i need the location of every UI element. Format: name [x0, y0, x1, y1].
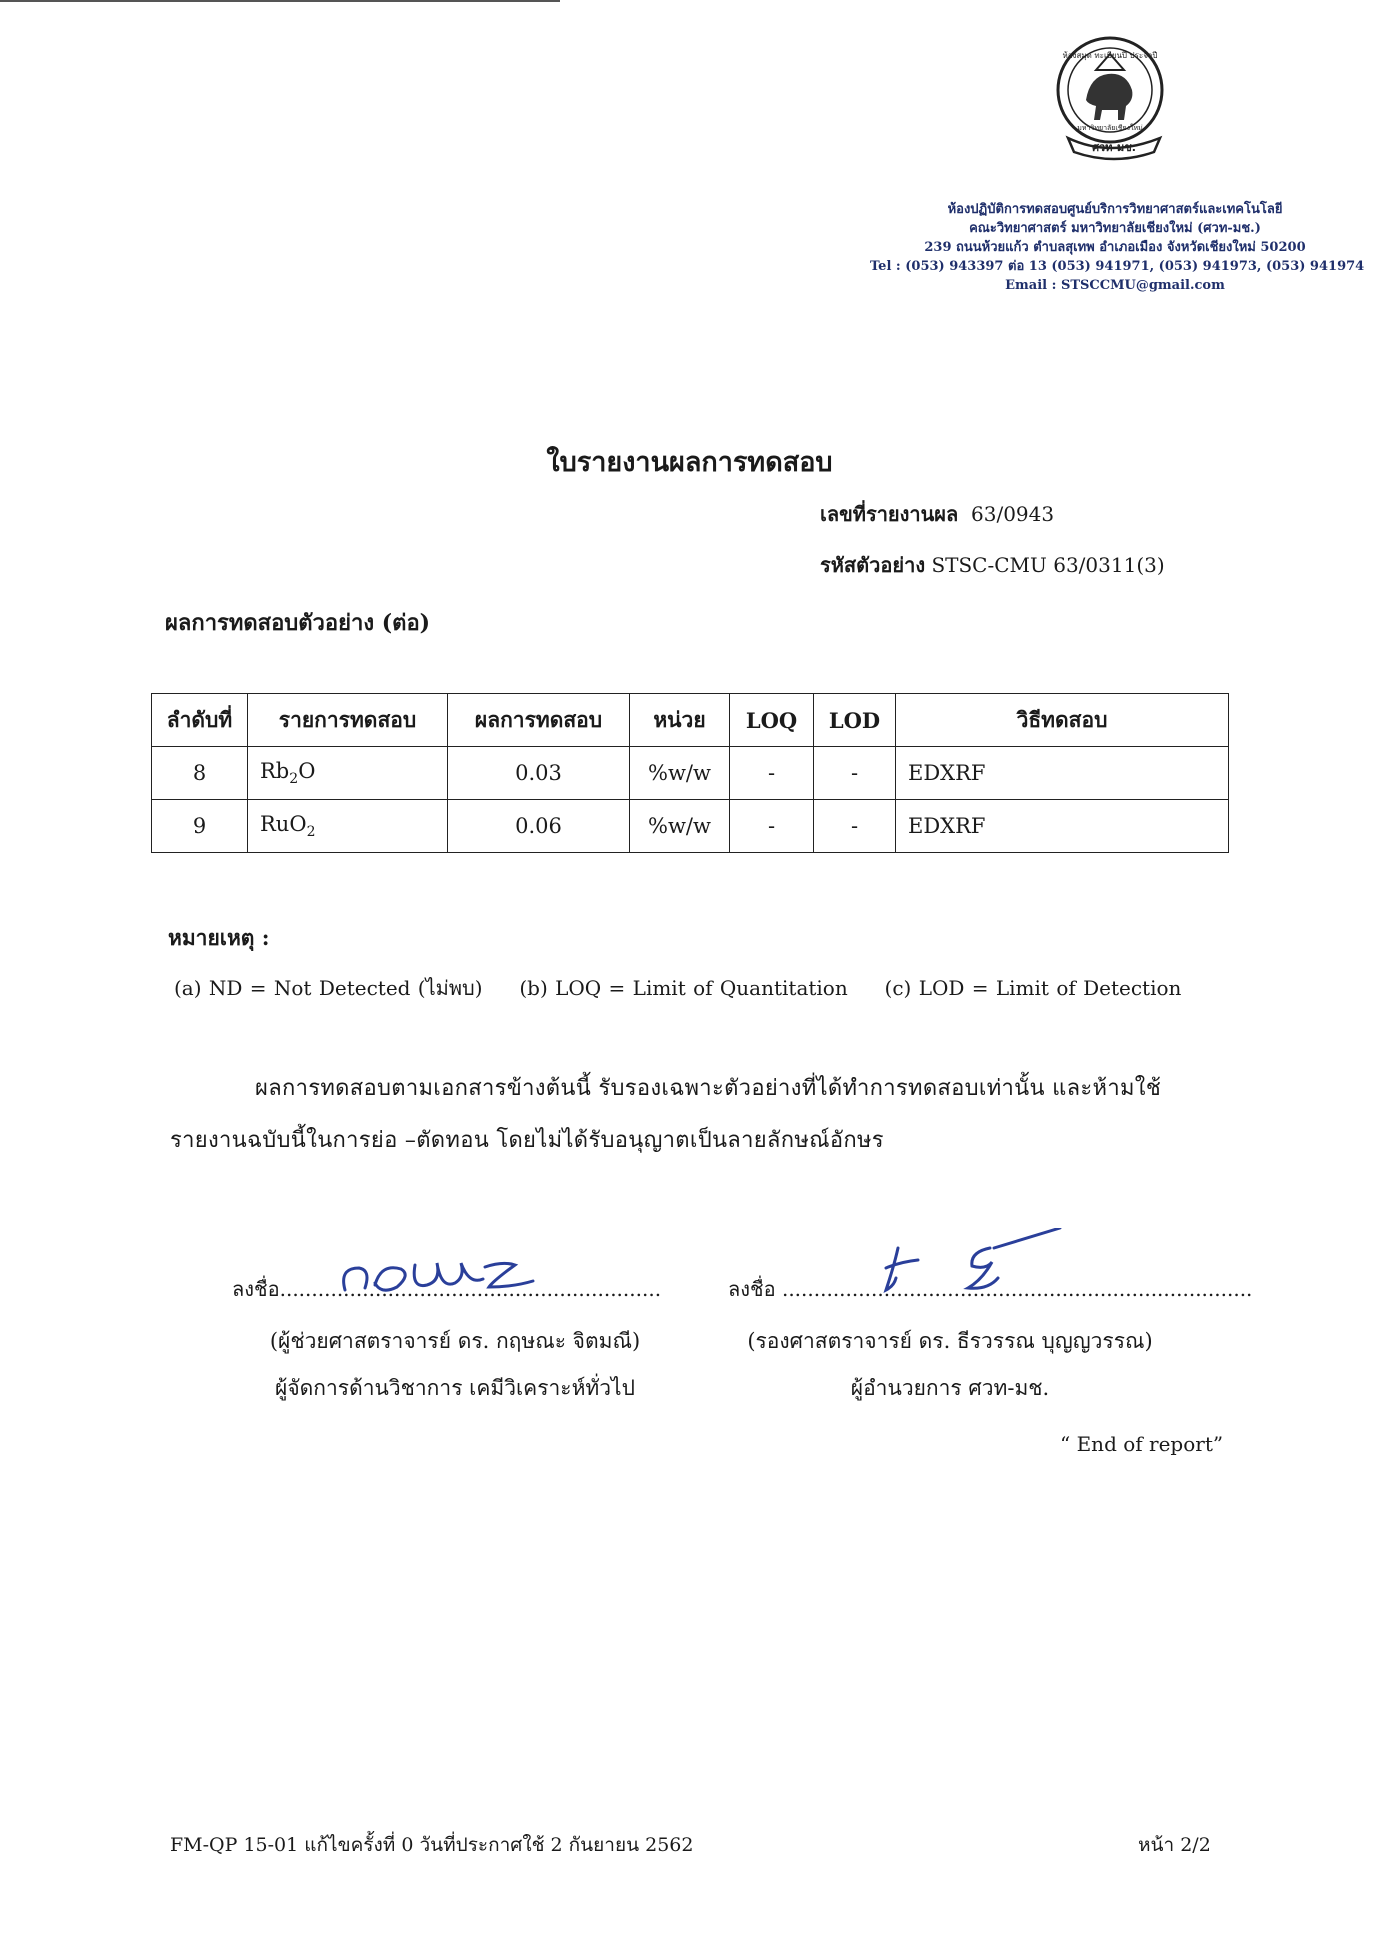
svg-text:ห้องสมุด ทะเบียนปี ประจำปี: ห้องสมุด ทะเบียนปี ประจำปี [1062, 51, 1158, 60]
table-header-row [152, 694, 1229, 747]
left-sign-dots: ............................................................ [279, 1277, 662, 1301]
cell-no: 8 [152, 747, 248, 800]
svg-text:ศวท-มช.: ศวท-มช. [1092, 141, 1136, 154]
lab-email: Email : STSCCMU@gmail.com [1005, 278, 1225, 293]
notes-heading: หมายเหตุ : [168, 925, 270, 950]
cell-item: $Rb_2O$ [248, 747, 448, 800]
right-signer-name: (รองศาสตราจารย์ ดร. ธีรวรรณ บุญญวรรณ) [747, 1329, 1153, 1353]
cell-unit: %w/w [630, 800, 730, 853]
cell-method: EDXRF [896, 747, 1229, 800]
end-of-report: “ End of report” [1060, 1432, 1224, 1456]
cell-no: 9 [152, 800, 248, 853]
table-row [152, 800, 1229, 853]
lab-header [870, 200, 1365, 295]
disclaimer-line-1: ผลการทดสอบตามเอกสารข้างต้นนี้ รับรองเฉพาะตัวอย่างที่ได้ทำการทดสอบเท่านั้น และห้ามใช้ [255, 1076, 1162, 1101]
cell-result: 0.06 [448, 800, 630, 853]
sample-code-value: STSC-CMU 63/0311(3) [931, 553, 1165, 577]
right-sign-dots: .......................................................................... [781, 1277, 1253, 1301]
cell-result: 0.03 [448, 747, 630, 800]
cell-lod: - [814, 747, 896, 800]
table-row [152, 747, 1229, 800]
header-unit: หน่วย [630, 694, 730, 747]
cell-lod: - [814, 800, 896, 853]
lab-name: ห้องปฏิบัติการทดสอบศูนย์บริการวิทยาศาสตร์และเทคโนโลยี [947, 202, 1283, 217]
lab-address: 239 ถนนห้วยแก้ว ตำบลสุเทพ อำเภอเมือง จังหวัดเชียงใหม่ 50200 [924, 240, 1306, 255]
section-title: ผลการทดสอบตัวอย่าง (ต่อ) [165, 610, 431, 636]
report-title: ใบรายงานผลการทดสอบ [546, 447, 833, 478]
left-signer-name: (ผู้ช่วยศาสตราจารย์ ดร. กฤษณะ จิตมณี) [269, 1329, 641, 1353]
header-lod: LOD [814, 694, 896, 747]
header-no: ลำดับที่ [152, 694, 248, 747]
right-handwritten-signature [870, 1228, 1090, 1303]
left-signer-position: ผู้จัดการด้านวิชาการ เคมีวิเคราะห์ทั่วไป [275, 1376, 635, 1400]
disclaimer-line-2: รายงานฉบับนี้ในการย่อ –ตัดทอน โดยไม่ได้รับอนุญาตเป็นลายลักษณ์อักษร [170, 1128, 884, 1153]
footer-page-number: หน้า 2/2 [1138, 1834, 1211, 1856]
note-c: (c) LOD = Limit of Detection [884, 976, 1182, 1000]
lab-faculty: คณะวิทยาศาสตร์ มหาวิทยาลัยเชียงใหม่ (ศวท-มช.) [969, 221, 1261, 236]
top-rule [0, 0, 560, 2]
report-number-label: เลขที่รายงานผล [820, 502, 959, 526]
university-seal [1046, 30, 1186, 170]
lab-tel: Tel : (053) 943397 ต่อ 13 (053) 941971, (053) 941973, (053) 941974 [870, 259, 1365, 274]
right-sign-label: ลงชื่อ [728, 1277, 776, 1301]
cell-unit: %w/w [630, 747, 730, 800]
report-number-value: 63/0943 [971, 502, 1055, 526]
svg-text:มหาวิทยาลัยเชียงใหม่: มหาวิทยาลัยเชียงใหม่ [1077, 124, 1143, 132]
cell-method: EDXRF [896, 800, 1229, 853]
footer-form-code: FM-QP 15-01 แก้ไขครั้งที่ 0 วันที่ประกาศใช้ 2 กันยายน 2562 [170, 1834, 694, 1856]
cell-loq: - [730, 800, 814, 853]
right-signer-position: ผู้อำนวยการ ศวท-มช. [850, 1376, 1050, 1400]
header-result: ผลการทดสอบ [448, 694, 630, 747]
note-a: (a) ND = Not Detected (ไม่พบ) [174, 976, 483, 1000]
left-handwritten-signature [335, 1245, 565, 1305]
results-table [151, 693, 1229, 853]
note-b: (b) LOQ = Limit of Quantitation [519, 976, 848, 1000]
cell-loq: - [730, 747, 814, 800]
header-loq: LOQ [730, 694, 814, 747]
cell-item: RuO$_2$ [248, 800, 448, 853]
report-number [820, 498, 1054, 530]
header-item: รายการทดสอบ [248, 694, 448, 747]
sample-code [820, 549, 1165, 581]
header-method: วิธีทดสอบ [896, 694, 1229, 747]
sample-code-label: รหัสตัวอย่าง [820, 553, 926, 577]
notes-line [174, 972, 1181, 1004]
left-sign-label: ลงชื่อ [232, 1277, 280, 1301]
